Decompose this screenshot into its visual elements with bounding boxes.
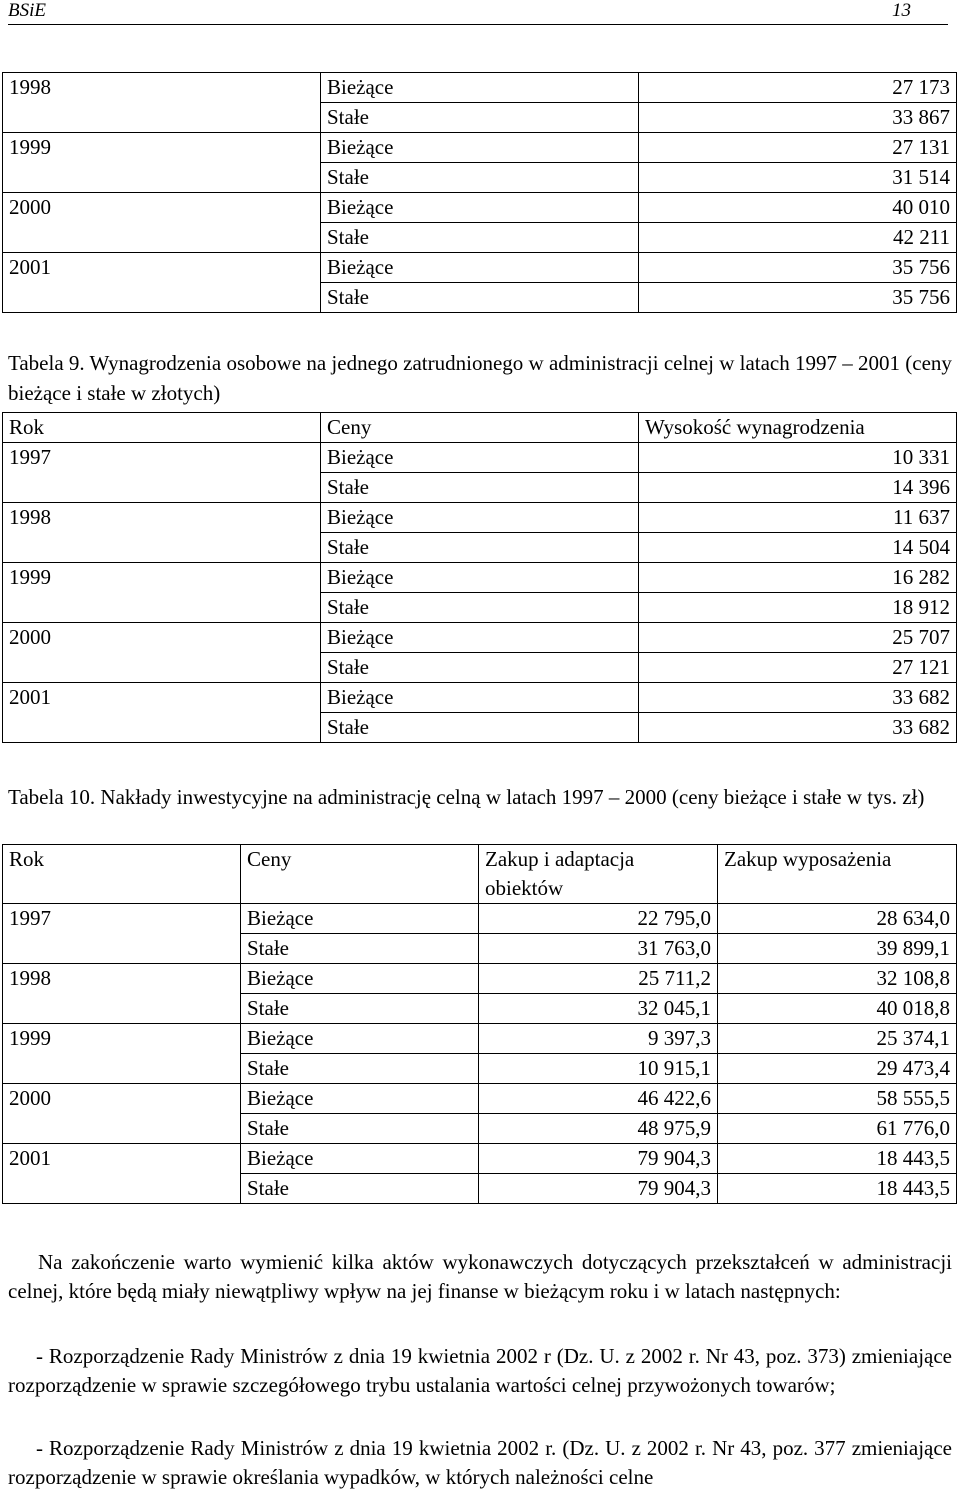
year-cell: 1997 — [3, 904, 241, 934]
price-type-cell: Stałe — [241, 934, 479, 964]
table-row — [3, 103, 957, 133]
year-cell: 1998 — [3, 73, 321, 103]
value-cell: 31 514 — [639, 163, 957, 193]
year-cell: 1999 — [3, 563, 321, 593]
year-cell: 1999 — [3, 1024, 241, 1054]
price-type-cell: Stałe — [321, 473, 639, 503]
table10-header-zakup-adaptacja-line1: Zakup i adaptacja — [485, 847, 635, 871]
table-row — [3, 73, 957, 103]
value-cell: 79 904,3 — [479, 1144, 718, 1174]
value-cell: 22 795,0 — [479, 904, 718, 934]
value-cell: 40 018,8 — [718, 994, 957, 1024]
table10-header-zakup-adaptacja-line2: obiektów — [485, 876, 564, 900]
value-cell: 27 121 — [639, 653, 957, 683]
table-row — [3, 223, 957, 253]
price-type-cell: Stałe — [241, 994, 479, 1024]
table9-header-rok: Rok — [3, 413, 321, 443]
year-cell — [3, 103, 321, 133]
value-cell: 25 374,1 — [718, 1024, 957, 1054]
price-type-cell: Bieżące — [321, 73, 639, 103]
price-type-cell: Stałe — [321, 283, 639, 313]
price-type-cell: Stałe — [321, 533, 639, 563]
value-cell: 14 504 — [639, 533, 957, 563]
value-cell: 29 473,4 — [718, 1054, 957, 1084]
table-row — [3, 653, 957, 683]
value-cell: 39 899,1 — [718, 934, 957, 964]
value-cell: 32 045,1 — [479, 994, 718, 1024]
value-cell: 10 915,1 — [479, 1054, 718, 1084]
value-cell: 18 912 — [639, 593, 957, 623]
year-cell: 1999 — [3, 133, 321, 163]
price-type-cell: Bieżące — [321, 253, 639, 283]
table-top-continuation — [2, 72, 957, 313]
value-cell: 9 397,3 — [479, 1024, 718, 1054]
price-type-cell: Bieżące — [321, 133, 639, 163]
header-page-number: 13 — [892, 0, 911, 21]
page-header — [8, 0, 948, 25]
value-cell: 79 904,3 — [479, 1174, 718, 1204]
table9-caption: Tabela 9. Wynagrodzenia osobowe na jednego zatrudnionego w administracji celnej w latach 1997 – 2001 (ceny bieżące i stałe w złotych) — [8, 351, 952, 405]
year-cell: 2000 — [3, 193, 321, 223]
regulation-item-377 — [8, 1434, 952, 1492]
table-row — [3, 964, 957, 994]
table-row — [3, 1114, 957, 1144]
price-type-cell: Bieżące — [241, 904, 479, 934]
table-row — [3, 593, 957, 623]
value-cell: 58 555,5 — [718, 1084, 957, 1114]
price-type-cell: Bieżące — [321, 443, 639, 473]
table-row — [3, 1084, 957, 1114]
value-cell: 25 707 — [639, 623, 957, 653]
value-cell: 16 282 — [639, 563, 957, 593]
price-type-cell: Bieżące — [321, 563, 639, 593]
table10-header-ceny: Ceny — [241, 845, 479, 904]
price-type-cell: Bieżące — [321, 503, 639, 533]
year-cell — [3, 223, 321, 253]
table-row — [3, 163, 957, 193]
value-cell: 33 682 — [639, 683, 957, 713]
value-cell: 18 443,5 — [718, 1174, 957, 1204]
value-cell: 35 756 — [639, 283, 957, 313]
table9 — [2, 412, 957, 743]
price-type-cell: Stałe — [321, 223, 639, 253]
table-row — [3, 193, 957, 223]
table10-header-zakup-adaptacja — [479, 845, 718, 904]
price-type-cell: Stałe — [321, 653, 639, 683]
price-type-cell: Bieżące — [241, 964, 479, 994]
value-cell: 33 682 — [639, 713, 957, 743]
value-cell: 42 211 — [639, 223, 957, 253]
price-type-cell: Bieżące — [321, 623, 639, 653]
table10-caption: Tabela 10. Nakłady inwestycyjne na administrację celną w latach 1997 – 2000 (ceny bieżące i stałe w tys. zł) — [8, 785, 925, 809]
header-journal-name: BSiE — [8, 0, 46, 21]
table10-header-zakup-wyposazenia: Zakup wyposażenia — [718, 845, 957, 904]
table10 — [2, 844, 957, 1204]
price-type-cell: Bieżące — [241, 1024, 479, 1054]
year-cell — [3, 713, 321, 743]
table9-header-wysokosc: Wysokość wynagrodzenia — [639, 413, 957, 443]
value-cell: 48 975,9 — [479, 1114, 718, 1144]
value-cell: 61 776,0 — [718, 1114, 957, 1144]
value-cell: 28 634,0 — [718, 904, 957, 934]
price-type-cell: Stałe — [241, 1114, 479, 1144]
value-cell: 10 331 — [639, 443, 957, 473]
value-cell: 40 010 — [639, 193, 957, 223]
table-row — [3, 683, 957, 713]
value-cell: 46 422,6 — [479, 1084, 718, 1114]
table10-header-rok: Rok — [3, 845, 241, 904]
value-cell: 18 443,5 — [718, 1144, 957, 1174]
value-cell: 32 108,8 — [718, 964, 957, 994]
year-cell: 2001 — [3, 1144, 241, 1174]
year-cell — [3, 1054, 241, 1084]
value-cell: 27 173 — [639, 73, 957, 103]
table-row — [3, 503, 957, 533]
table-row — [3, 1024, 957, 1054]
year-cell: 2001 — [3, 683, 321, 713]
table9-header-ceny: Ceny — [321, 413, 639, 443]
price-type-cell: Stałe — [241, 1054, 479, 1084]
regulation-item-373-text: - Rozporządzenie Rady Ministrów z dnia 19 kwietnia 2002 r (Dz. U. z 2002 r. Nr 43, poz. 373) zmieniające rozporządzenie w sprawie szczegółowego trybu ustalania wartości celnej przywożonych towarów; — [8, 1344, 952, 1397]
year-cell — [3, 473, 321, 503]
price-type-cell: Stałe — [321, 103, 639, 133]
table-row — [3, 1144, 957, 1174]
table-row — [3, 533, 957, 563]
table-row — [3, 713, 957, 743]
table-row — [3, 994, 957, 1024]
price-type-cell: Stałe — [321, 713, 639, 743]
table-row — [3, 1174, 957, 1204]
year-cell — [3, 593, 321, 623]
table-row — [3, 934, 957, 964]
table-row — [3, 1054, 957, 1084]
table-row — [3, 283, 957, 313]
price-type-cell: Stałe — [241, 1174, 479, 1204]
year-cell — [3, 653, 321, 683]
year-cell: 1997 — [3, 443, 321, 473]
regulation-item-373 — [8, 1342, 952, 1400]
table-row — [3, 253, 957, 283]
year-cell: 2001 — [3, 253, 321, 283]
value-cell: 31 763,0 — [479, 934, 718, 964]
price-type-cell: Bieżące — [321, 193, 639, 223]
table-row — [3, 473, 957, 503]
table-row — [3, 904, 957, 934]
value-cell: 25 711,2 — [479, 964, 718, 994]
year-cell — [3, 994, 241, 1024]
year-cell — [3, 283, 321, 313]
value-cell: 14 396 — [639, 473, 957, 503]
year-cell: 2000 — [3, 623, 321, 653]
value-cell: 27 131 — [639, 133, 957, 163]
value-cell: 11 637 — [639, 503, 957, 533]
year-cell — [3, 1174, 241, 1204]
table-row — [3, 563, 957, 593]
table-row — [3, 443, 957, 473]
value-cell: 35 756 — [639, 253, 957, 283]
regulation-item-377-text: - Rozporządzenie Rady Ministrów z dnia 19 kwietnia 2002 r. (Dz. U. z 2002 r. Nr 43, poz. 377 zmieniające rozporządzenie w sprawie określania wypadków, w których należności celne — [8, 1436, 952, 1489]
price-type-cell: Stałe — [321, 163, 639, 193]
price-type-cell: Bieżące — [241, 1144, 479, 1174]
year-cell — [3, 934, 241, 964]
year-cell — [3, 533, 321, 563]
table-row — [3, 623, 957, 653]
value-cell: 33 867 — [639, 103, 957, 133]
price-type-cell: Bieżące — [321, 683, 639, 713]
price-type-cell: Bieżące — [241, 1084, 479, 1114]
closing-paragraph: Na zakończenie warto wymienić kilka aktów wykonawczych dotyczących przekształceń w administracji celnej, które będą miały niewątpliwy wpływ na jej finanse w bieżącym roku i w latach następnych: — [8, 1250, 952, 1303]
year-cell — [3, 1114, 241, 1144]
year-cell: 1998 — [3, 964, 241, 994]
price-type-cell: Stałe — [321, 593, 639, 623]
year-cell: 2000 — [3, 1084, 241, 1114]
year-cell: 1998 — [3, 503, 321, 533]
table-row — [3, 133, 957, 163]
year-cell — [3, 163, 321, 193]
